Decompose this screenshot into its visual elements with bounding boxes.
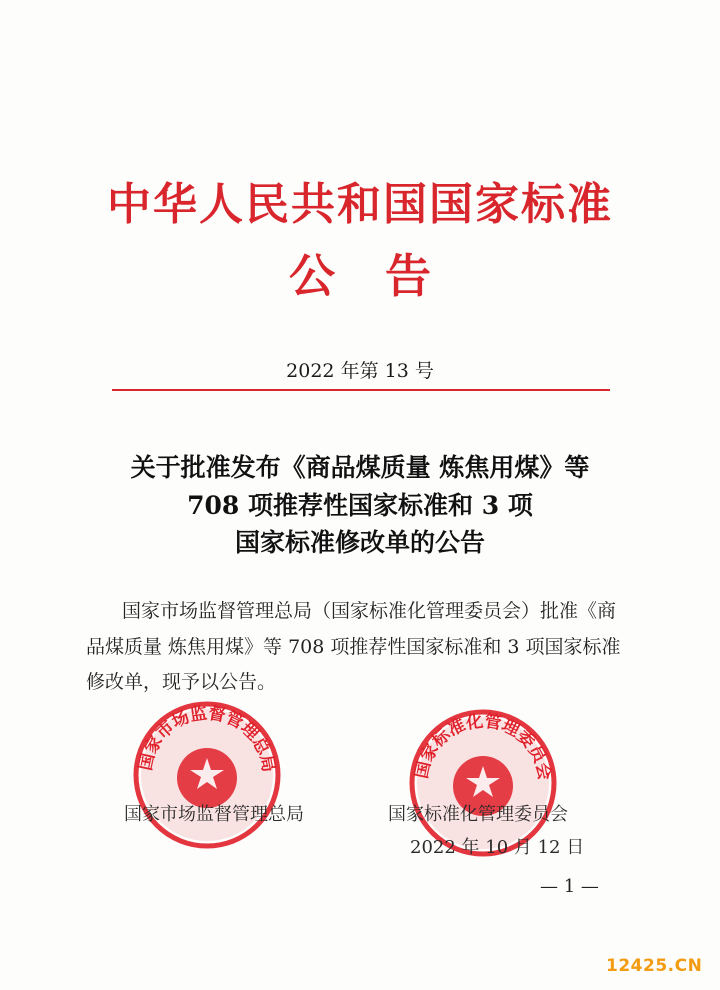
signer-left: 国家市场监督管理总局 <box>124 804 304 825</box>
signer-right: 国家标准化管理委员会 <box>388 804 568 825</box>
site-watermark: 12425.CN <box>606 956 703 976</box>
page-number: — 1 — <box>540 876 599 897</box>
document-header-title: 中华人民共和国国家标准 <box>107 179 613 230</box>
notice-heading: 公告 <box>289 249 481 303</box>
red-divider-line <box>112 389 610 391</box>
issue-number: 2022 年第 13 号 <box>286 360 434 382</box>
seal-left-text: 国家市场监督管理总局 <box>135 703 279 774</box>
body-text-line-2: 品煤质量 炼焦用煤》等 708 项推荐性国家标准和 3 项国家标准 <box>86 636 621 658</box>
official-seal-left <box>132 700 282 854</box>
subject-title-line-3: 国家标准修改单的公告 <box>234 528 485 557</box>
body-text-line-1: 国家市场监督管理总局（国家标准化管理委员会）批准《商 <box>122 600 617 622</box>
signature-date: 2022 年 10 月 12 日 <box>410 837 585 858</box>
subject-title-line-2: 708 项推荐性国家标准和 3 项 <box>187 491 533 520</box>
subject-title-line-1: 关于批准发布《商品煤质量 炼焦用煤》等 <box>130 453 590 482</box>
seal-right-text: 国家标准化管理委员会 <box>411 711 555 782</box>
body-text-line-3: 修改单，现予以公告。 <box>86 671 277 693</box>
